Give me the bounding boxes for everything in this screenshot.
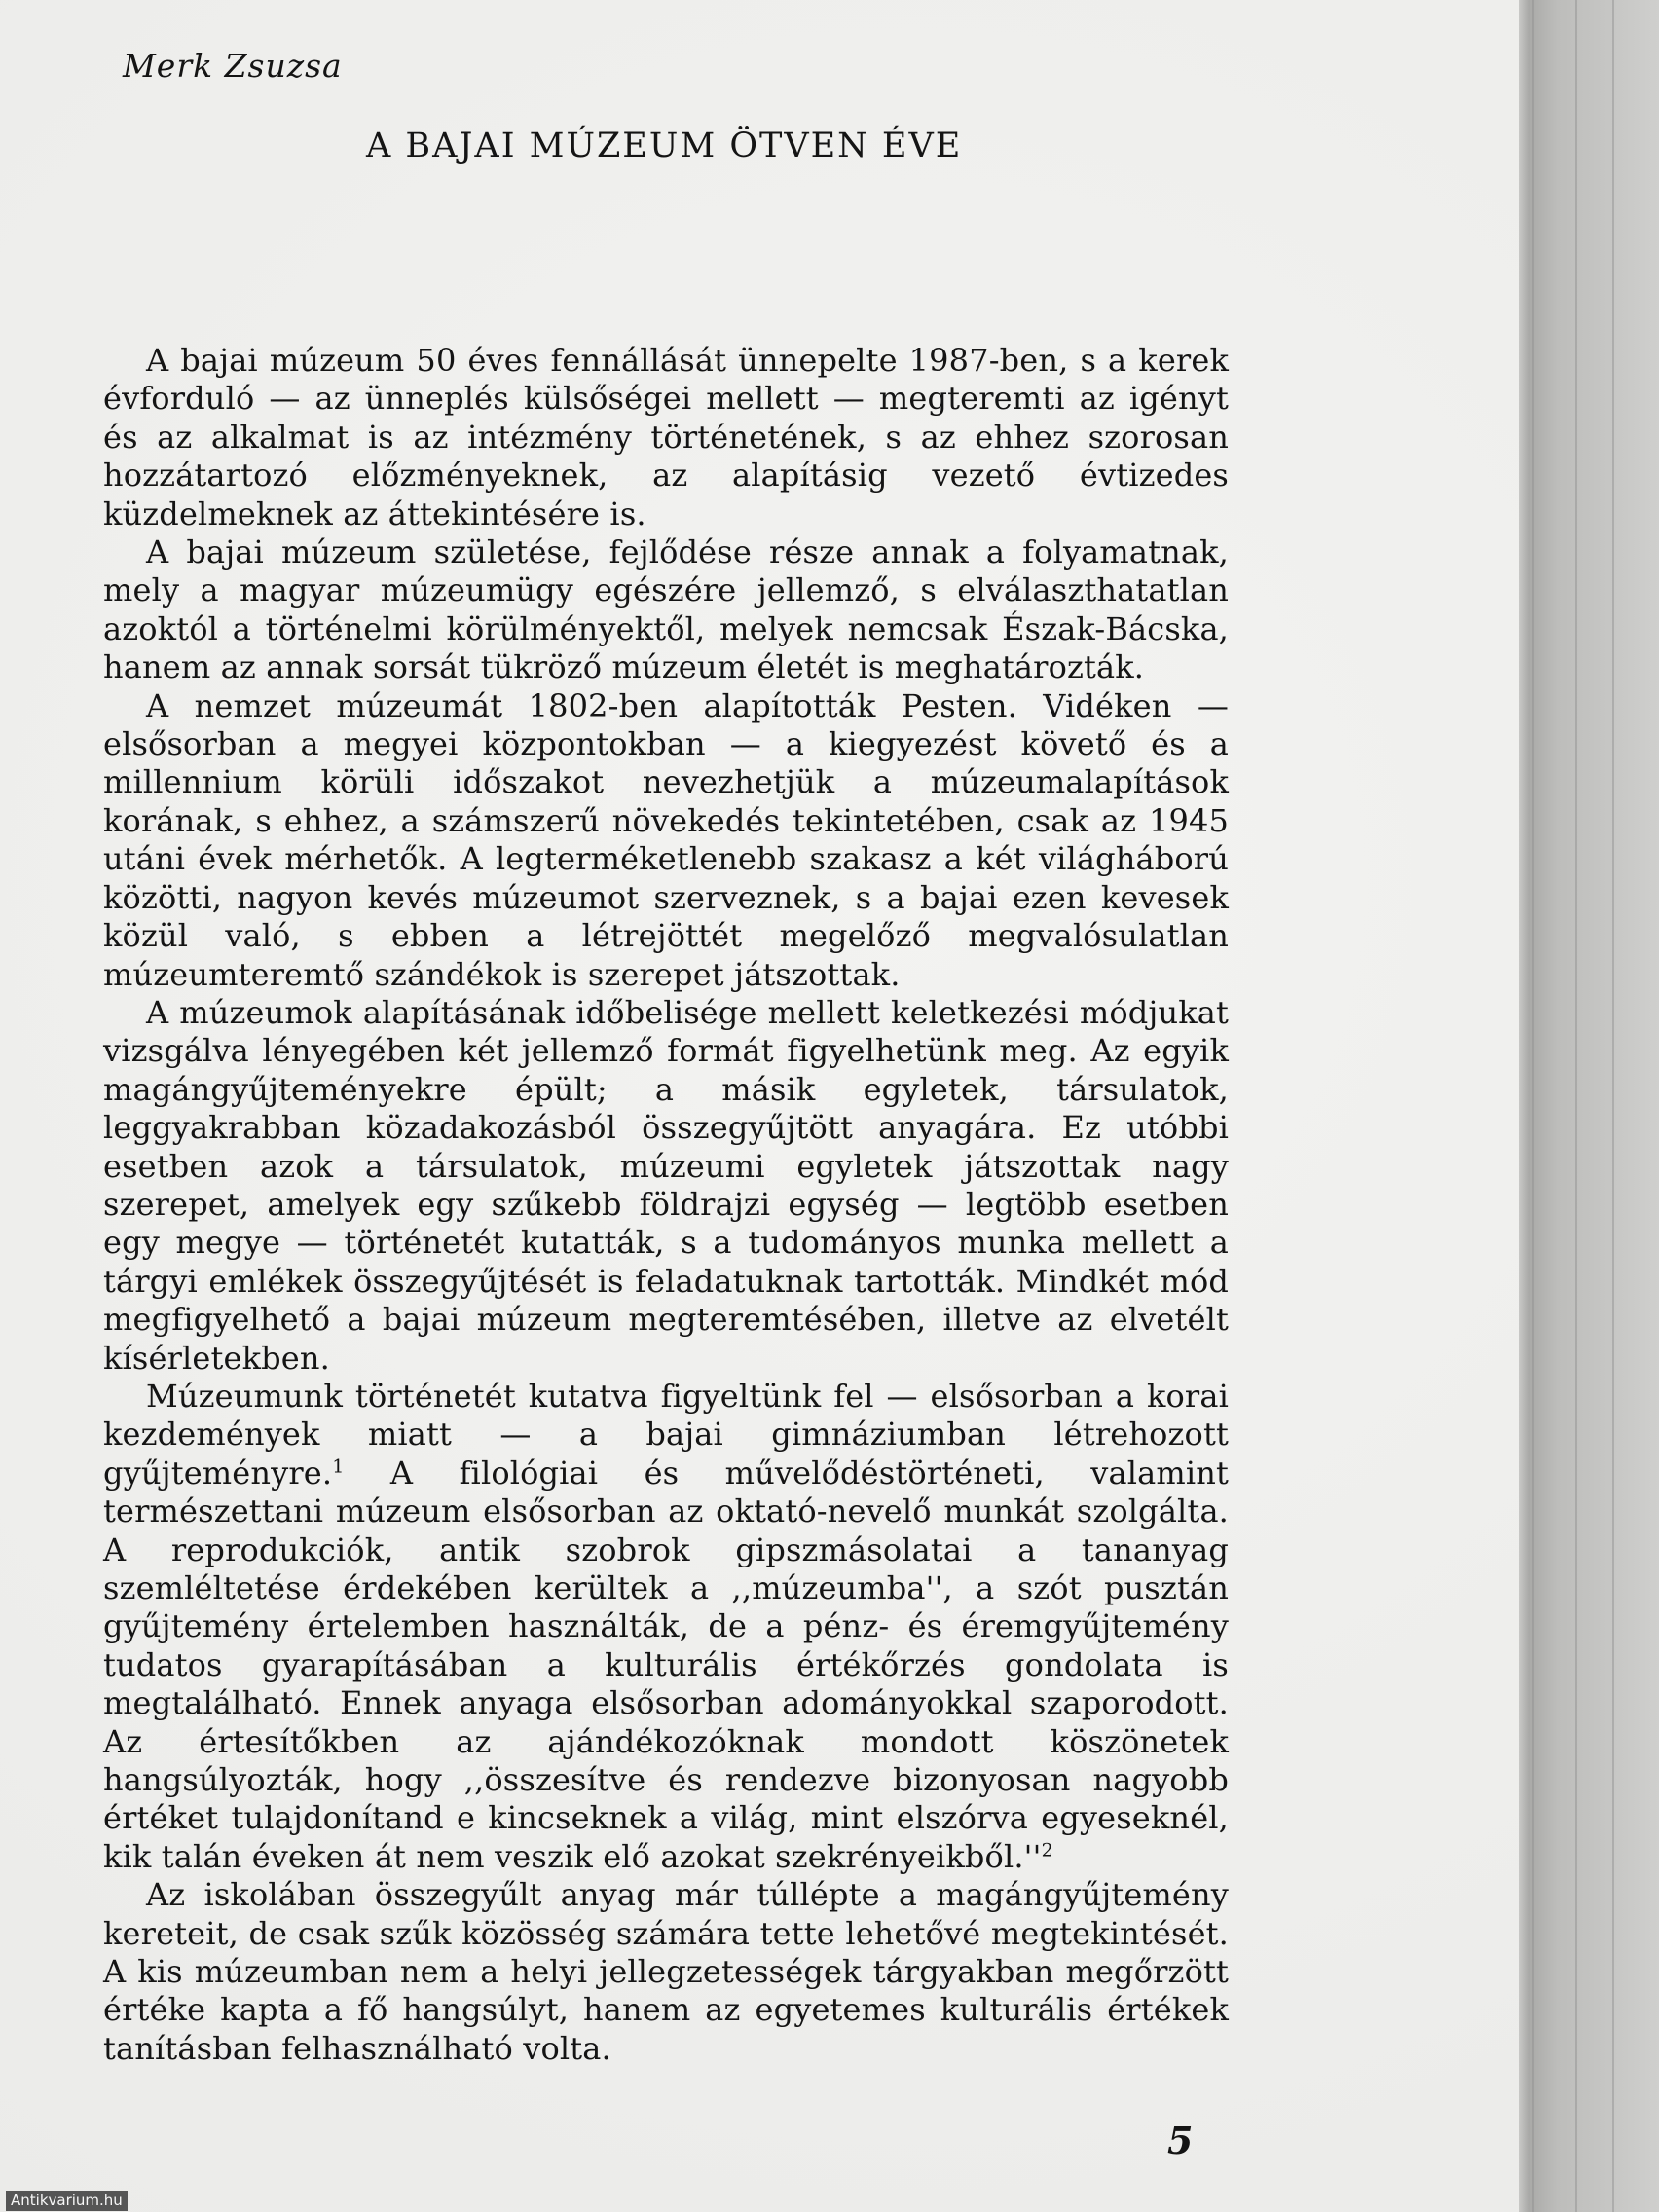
footnote-marker-1: 1	[332, 1456, 345, 1478]
paragraph-3: A nemzet múzeumát 1802-ben alapították Pesten. Vidéken — elsősorban a megyei központokban — a kiegyezést követő és a millennium körüli időszakot nevezhetjük a múzeumalapítások korának, s ehhez, a számszerű növekedés tekintetében, csak az 1945 utáni évek mérhetők. A legterméketlenebb szakasz a két világháború közötti, nagyon kevés múzeumot szerveznek, s a bajai ezen kevesek közül való, s ebben a létrejöttét megelőző megvalósulatlan múzeumteremtő szándékok is szerepet játszottak.	[103, 686, 1229, 993]
article-title: A BAJAI MÚZEUM ÖTVEN ÉVE	[366, 127, 963, 166]
paragraph-2: A bajai múzeum születése, fejlődése része annak a folyamatnak, mely a magyar múzeumügy egészére jellemző, s elválaszthatatlan azoktól a történelmi körülményektől, melyek nemcsak Észak-Bácska, hanem az annak sorsát tükröző múzeum életét is meghatározták.	[103, 534, 1229, 686]
page-edge-shadow	[1519, 0, 1659, 2212]
author-name: Merk Zsuzsa	[123, 47, 343, 85]
edge-line	[1532, 0, 1534, 2212]
paragraph-5-text: Múzeumunk történetét kutatva figyeltünk fel — elsősorban a korai kezdemények miatt — a bajai gimnáziumban létrehozott gyűjteményre.	[103, 1377, 1229, 1492]
article-body	[103, 342, 1229, 2068]
paragraph-1: A bajai múzeum 50 éves fennállását ünnepelte 1987-ben, s a kerek évforduló — az ünneplés külsőségei mellett — megteremti az igényt és az alkalmat is az intézmény történetének, s az ehhez szorosan hozzátartozó előzményeknek, az alapításig vezető évtizedes küzdelmeknek az áttekintésére is.	[103, 342, 1229, 533]
footnote-marker-2: 2	[1041, 1839, 1053, 1862]
edge-line	[1612, 0, 1614, 2212]
watermark: Antikvarium.hu	[6, 2191, 128, 2211]
paragraph-4: A múzeumok alapításának időbelisége mellett keletkezési módjukat vizsgálva lényegében két jellemző formát figyelhetünk meg. Az egyik magángyűjteményekre épült; a másik egyletek, társulatok, leggyakrabban közadakozásból összegyűjtött anyagára. Ez utóbbi esetben azok a társulatok, múzeumi egyletek játszottak nagy szerepet, amelyek egy szűkebb földrajzi egység — legtöbb esetben egy megye — történetét kutatták, s a tudományos munka mellett a tárgyi emlékek összegyűjtését is feladatuknak tartották. Mindkét mód megfigyelhető a bajai múzeum megteremtésében, illetve az elvetélt kísérletekben.	[103, 993, 1229, 1377]
paragraph-6: Az iskolában összegyűlt anyag már túllépte a magángyűjtemény kereteit, de csak szűk közösség számára tette lehetővé megtekintését. A kis múzeumban nem a helyi jellegzetességek tárgyakban megőrzött értéke kapta a fő hangsúlyt, hanem az egyetemes kulturális értékek tanításban felhasználható volta.	[103, 1876, 1229, 2067]
paragraph-5	[103, 1378, 1229, 1876]
page-number: 5	[1167, 2119, 1194, 2162]
paragraph-5-text-continued: A filológiai és művelődéstörténeti, valamint természettani múzeum elsősorban az oktató-nevelő munkát szolgálta. A reprodukciók, antik szobrok gipszmásolatai a tananyag szemléltetése érdekében kerültek a ,,múzeumba'', a szót pusztán gyűjtemény értelemben használták, de a pénz- és éremgyűjtemény tudatos gyarapításában a kulturális értékőrzés gondolata is megtalálható. Ennek anyaga elsősorban adományokkal szaporodott. Az értesítőkben az ajándékozóknak mondott köszönetek hangsúlyozták, hogy ,,összesítve és rendezve bizonyosan nagyobb értéket tulajdonítand e kincseknek a világ, mint elszórva egyeseknél, kik talán éveken át nem veszik elő azokat szekrényeikből.''	[103, 1454, 1229, 1875]
edge-line	[1575, 0, 1577, 2212]
